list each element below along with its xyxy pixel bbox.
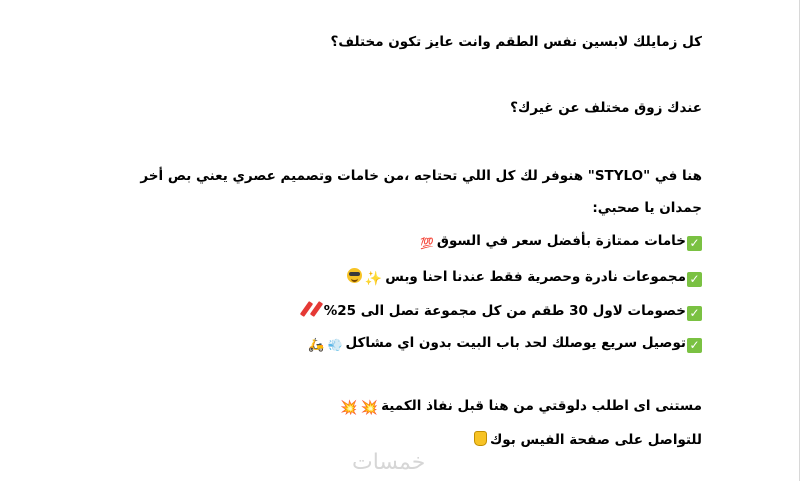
taste-question-text: عندك زوق مختلف عن غيرك؟	[510, 100, 702, 116]
spacer	[102, 362, 702, 390]
feature-text: خصومات لاول 30 طقم من كل مجموعة تصل الى 25%	[323, 303, 686, 319]
motor-scooter-icon: 🛵	[308, 338, 325, 353]
dashing-away-icon: 💨	[327, 338, 343, 352]
call-to-action-text: مستنى اى اطلب دلوقتي من هنا قبل نفاذ الكمية	[381, 398, 702, 414]
check-mark-icon: ✓	[687, 272, 702, 287]
feature-item	[102, 295, 702, 327]
intro-question	[102, 28, 702, 56]
sparkles-icon: ✨	[364, 271, 383, 287]
spacer	[102, 56, 702, 94]
call-to-action	[102, 390, 702, 424]
offer-paragraph-text: هنا في "STYLO" هنوفر لك كل اللي تحتاجه ،من خامات وتصميم عصري يعني بص أخر جمدان يا صحبي:	[140, 168, 702, 216]
post-body	[102, 28, 702, 456]
check-mark-icon: ✓	[687, 338, 702, 353]
feature-item	[102, 224, 702, 261]
feature-text: مجموعات نادرة وحصرية فقط عندنا احنا وبس	[385, 269, 686, 285]
intro-question-text: كل زمايلك لابسين نفس الطقم وانت عايز تكون مختلف؟	[330, 34, 702, 50]
backhand-index-pointing-down-icon	[474, 431, 487, 446]
feature-item	[102, 327, 702, 362]
watermark-logo: خمسات	[352, 450, 426, 475]
feature-item	[102, 261, 702, 295]
smiling-face-sunglasses-icon	[347, 268, 362, 283]
feature-text: خامات ممتازة بأفضل سعر في السوق	[436, 233, 686, 249]
check-mark-icon: ✓	[687, 236, 702, 251]
offer-paragraph	[102, 160, 702, 224]
taste-question	[102, 94, 702, 122]
contact-text: للتواصل على صفحة الفيس بوك	[489, 432, 702, 448]
check-mark-icon: ✓	[687, 306, 702, 321]
spacer	[102, 122, 702, 160]
collision-icon: 💥	[340, 400, 358, 416]
collision-icon: 💥	[360, 400, 379, 416]
hundred-points-icon: 💯	[420, 237, 434, 250]
feature-text: توصيل سريع يوصلك لحد باب البيت بدون اي مشاكل	[345, 335, 686, 351]
